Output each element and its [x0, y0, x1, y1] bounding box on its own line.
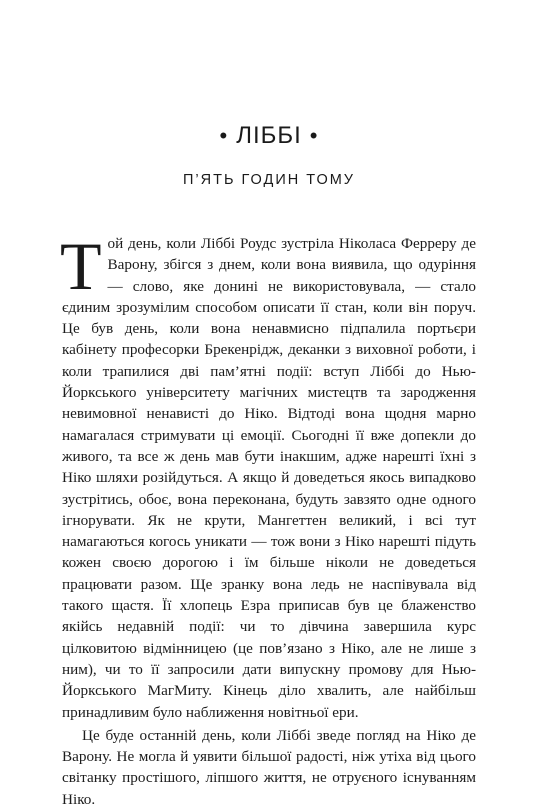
chapter-title	[62, 122, 476, 150]
bullet-right: •	[309, 123, 319, 148]
paragraph-1-text: ой день, коли Ліббі Роудс зустріла Ніколаса Ферреру де Варону, збігся з днем, коли вона виявила, що одуріння — слово, яке донині не використовувала, — стало єдиним зрозумілим способом описати її стан, коли він поруч. Це був день, коли вона ненавмисно підпалила портьєри кабінету професорки Брекенрідж, деканки з виховної роботи, і коли трапилися дві пам’ятні події: вступ Ліббі до Нью-Йоркського університету магічних мистецтв та зародження невимовної ненависті до Ніко. Відтоді вона щодня марно намагалася стримувати ці емоції. Сьогодні її вже допекли до живого, та все ж день мав бути інакшим, адже нарешті їхні з Ніко шляхи розійдуться. А якщо й доведеться якось випадково зустрітись, обоє, вона переконана, будуть завзято одне одного ігнорувати. Як не крути, Мангеттен великий, і всі тут намагаються когось уникати — тож вони з Ніко нарешті підуть кожен своєю дорогою і їм більше ніколи не доведеться працювати разом. Ще зранку вона ледь не наспівувала від такого щастя. Її хлопець Езра приписав був це блаженство якійсь недавній події: чи то дівчина завершила курс цілковитою відмінницею (це пов’язано з Ніко, але не лише з ним), чи то її запросили дати випускну промову для Нью-Йоркського МагМиту. Кінець діло хвалить, але найбільш принадливим було наближення новітньої ери.	[62, 235, 476, 721]
body-text	[60, 228, 476, 810]
paragraph-1	[60, 228, 476, 723]
bullet-left: •	[219, 123, 229, 148]
book-page	[60, 0, 476, 808]
chapter-title-text: ЛІББІ	[236, 122, 302, 149]
drop-cap: Т	[60, 228, 102, 304]
paragraph-2: Це буде останній день, коли Ліббі зведе погляд на Ніко де Варону. Не могла й уявити більшої радості, ніж утіха від цього світанку простішого, ліпшого життя, не отруєного існуванням Ніко.	[62, 726, 476, 808]
chapter-subtitle: П’ЯТЬ ГОДИН ТОМУ	[182, 172, 356, 188]
